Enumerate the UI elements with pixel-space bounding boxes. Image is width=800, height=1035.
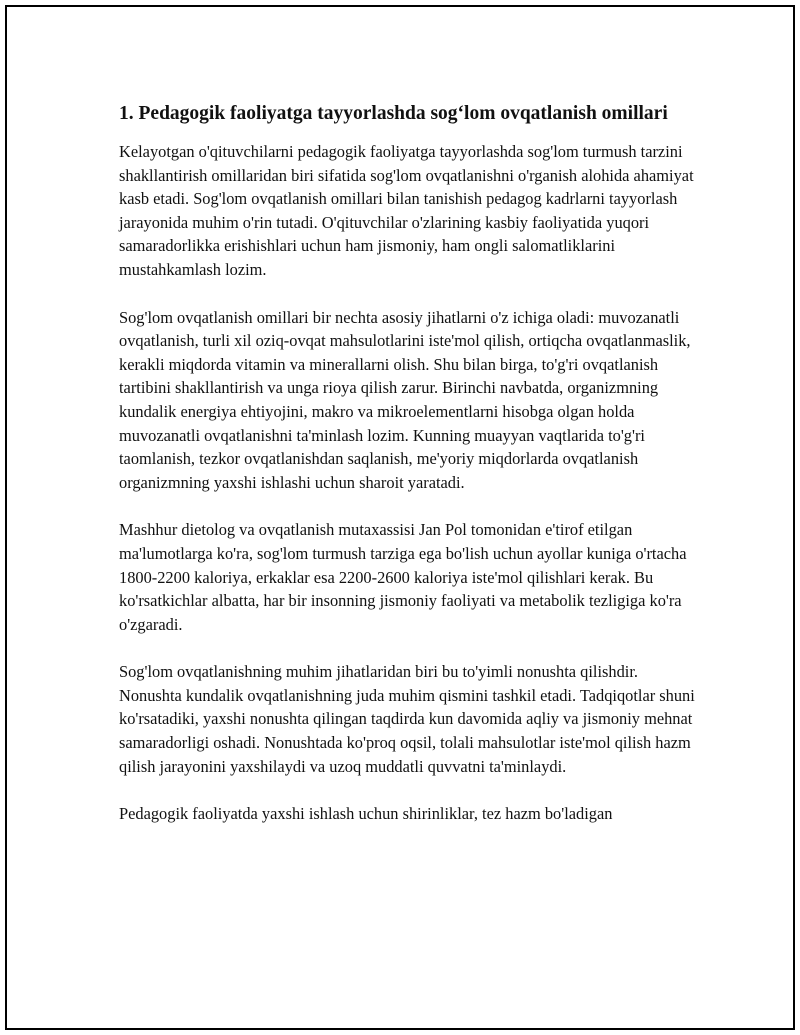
paragraph-3: Mashhur dietolog va ovqatlanish mutaxassisi Jan Pol tomonidan e'tirof etilgan ma'lumotlarga ko'ra, sog'lom turmush tarziga ega bo'lish uchun ayollar kuniga o'rtacha 1800-2200 kaloriya, erkaklar esa 2200-2600 kaloriya iste'mol qilishlari kerak. Bu ko'rsatkichlar albatta, har bir insonning jismoniy faoliyati va metabolik tezligiga ko'ra o'zgaradi. — [119, 520, 687, 634]
paragraph-4: Sog'lom ovqatlanishning muhim jihatlaridan biri bu to'yimli nonushta qilishdir. Nonushta kundalik ovqatlanishning juda muhim qismini tashkil etadi. Tadqiqotlar shuni ko'rsatadiki, yaxshi nonushta qilingan taqdirda kun davomida aqliy va jismoniy mehnat samaradorligi oshadi. Nonushtada ko'proq oqsil, tolali mahsulotlar iste'mol qilish hazm qilish jarayonini yaxshilaydi va uzoq muddatli quvvatni ta'minlaydi. — [119, 662, 695, 776]
paragraph-2: Sog'lom ovqatlanish omillari bir nechta asosiy jihatlarni o'z ichiga oladi: muvozanatli ovqatlanish, turli xil oziq-ovqat mahsulotlarini iste'mol qilish, ortiqcha ovqatlanmaslik, kerakli miqdorda vitamin va minerallarni olish. Shu bilan birga, to'g'ri ovqatlanish tartibini shakllantirish va unga rioya qilish zarur. Birinchi navbatda, organizmning kundalik energiya ehtiyojini, makro va mikroelementlarni hisobga olgan holda muvozanatli ovqatlanishni ta'minlash lozim. Kunning muayyan vaqtlarida to'g'ri taomlanish, tezkor ovqatlanishdan saqlanish, me'yoriy miqdorlarda ovqatlanish organizmning yaxshi ishlashi uchun sharoit yaratadi. — [119, 307, 691, 492]
document-body — [119, 99, 699, 850]
page-frame — [5, 5, 795, 1030]
paragraph-5: Pedagogik faoliyatda yaxshi ishlash uchun shirinliklar, tez hazm bo'ladigan — [119, 804, 613, 824]
section-heading: 1. Pedagogik faoliyatga tayyorlashda sog‘lom ovqatlanish omillari — [119, 103, 668, 124]
paragraph-1: Kelayotgan o'qituvchilarni pedagogik faoliyatga tayyorlashda sog'lom turmush tarzini shakllantirish omillaridan biri sifatida sog'lom ovqatlanishni o'rganish alohida ahamiyat kasb etadi. Sog'lom ovqatlanish omillari bilan tanishish pedagog kadrlarni tayyorlash jarayonida muhim o'rin tutadi. O'qituvchilar o'zlarining kasbiy faoliyatida yuqori samaradorlikka erishishlari uchun ham jismoniy, ham ongli salomatliklarini mustahkamlash lozim. — [119, 142, 694, 279]
